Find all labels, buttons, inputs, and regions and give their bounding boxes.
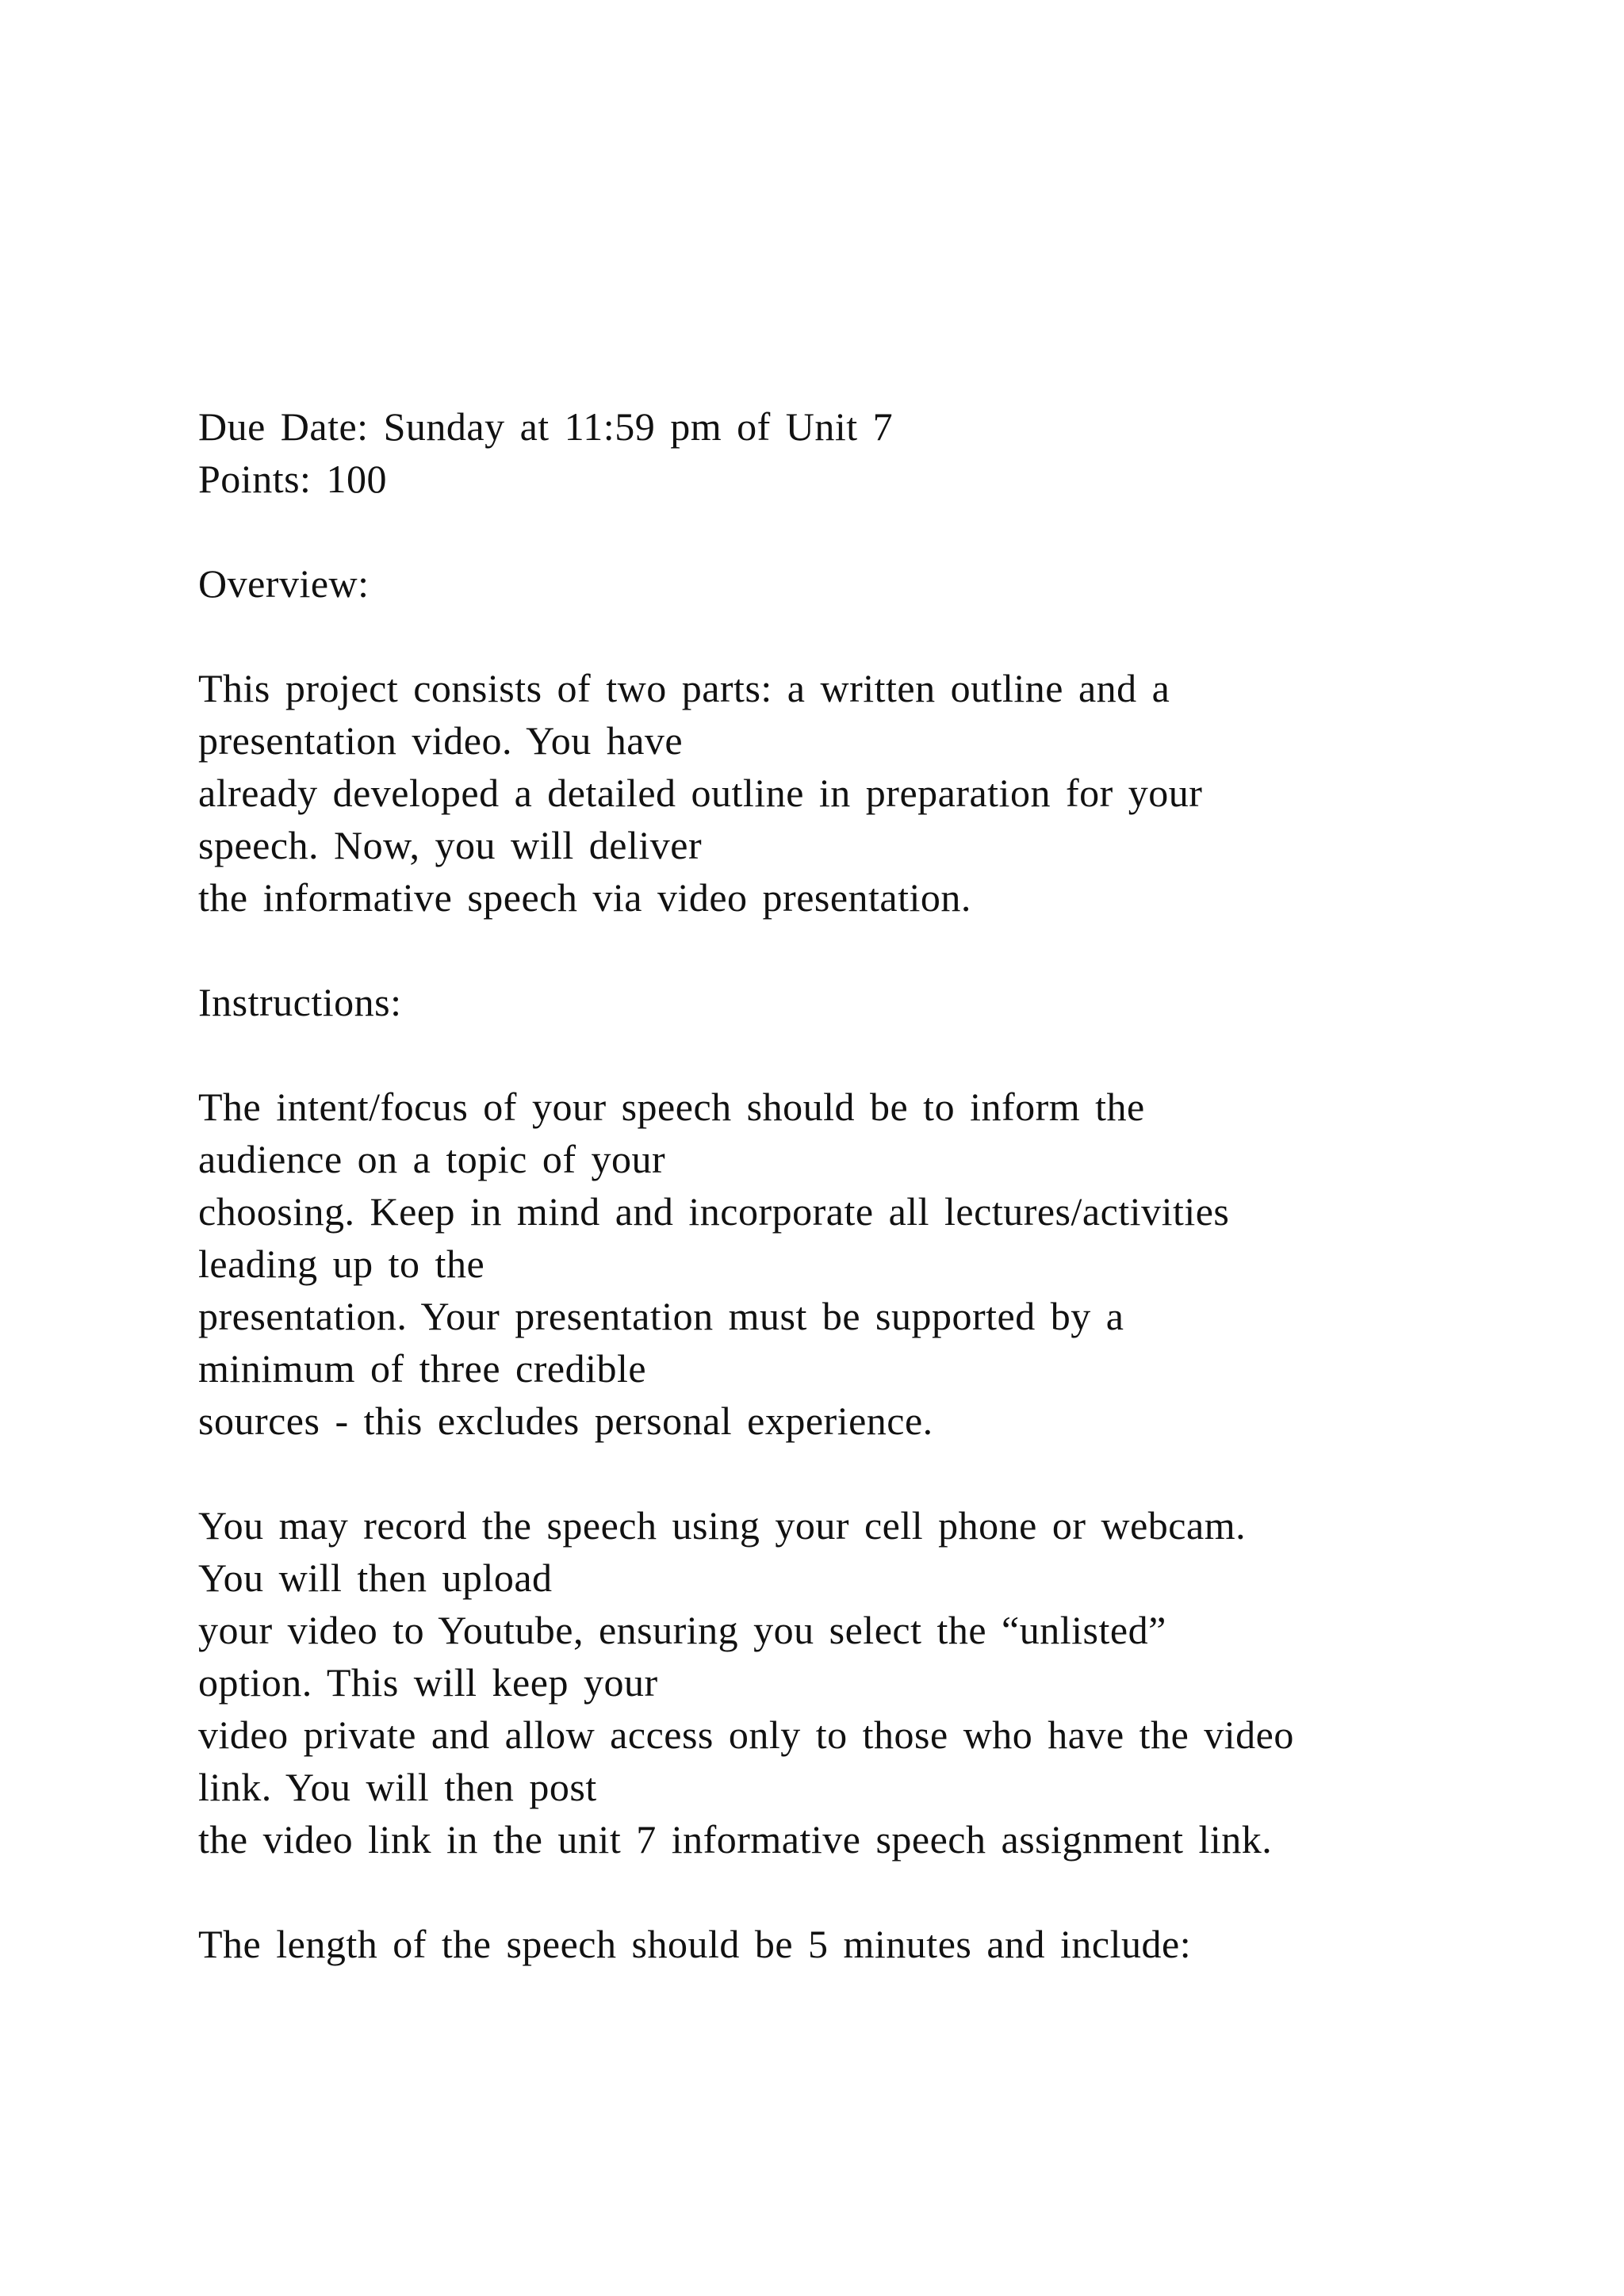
overview-line: already developed a detailed outline in preparation for your xyxy=(198,771,1203,815)
blank-line xyxy=(198,610,1562,662)
blank-line xyxy=(198,1028,1562,1081)
speech-length-line: The length of the speech should be 5 minutes and include: xyxy=(198,1922,1192,1966)
recording-line: your video to Youtube, ensuring you select the “unlisted” xyxy=(198,1608,1166,1652)
document-body xyxy=(198,400,1562,1970)
recording-line: video private and allow access only to those who have the video xyxy=(198,1712,1294,1757)
instructions-line: presentation. Your presentation must be supported by a xyxy=(198,1294,1124,1338)
overview-line: presentation video. You have xyxy=(198,718,684,763)
instructions-line: leading up to the xyxy=(198,1242,485,1286)
points-line: Points: 100 xyxy=(198,457,387,501)
instructions-line: minimum of three credible xyxy=(198,1346,647,1391)
blank-line xyxy=(198,505,1562,557)
due-date-line: Due Date: Sunday at 11:59 pm of Unit 7 xyxy=(198,404,894,449)
overview-line: This project consists of two parts: a written outline and a xyxy=(198,666,1170,710)
blank-line xyxy=(198,1447,1562,1499)
recording-line: You will then upload xyxy=(198,1556,553,1600)
instructions-line: sources - this excludes personal experience. xyxy=(198,1399,933,1443)
blank-line xyxy=(198,1866,1562,1918)
instructions-line: The intent/focus of your speech should be to inform the xyxy=(198,1085,1145,1129)
overview-heading: Overview: xyxy=(198,561,370,606)
recording-line: option. This will keep your xyxy=(198,1660,658,1705)
instructions-heading: Instructions: xyxy=(198,980,402,1024)
recording-line: You may record the speech using your cell phone or webcam. xyxy=(198,1503,1247,1548)
recording-line: the video link in the unit 7 informative speech assignment link. xyxy=(198,1817,1273,1862)
overview-line: the informative speech via video presentation. xyxy=(198,875,971,920)
instructions-line: audience on a topic of your xyxy=(198,1137,666,1181)
instructions-line: choosing. Keep in mind and incorporate all lectures/activities xyxy=(198,1189,1230,1234)
blank-line xyxy=(198,924,1562,976)
overview-line: speech. Now, you will deliver xyxy=(198,823,703,867)
recording-line: link. You will then post xyxy=(198,1765,597,1809)
